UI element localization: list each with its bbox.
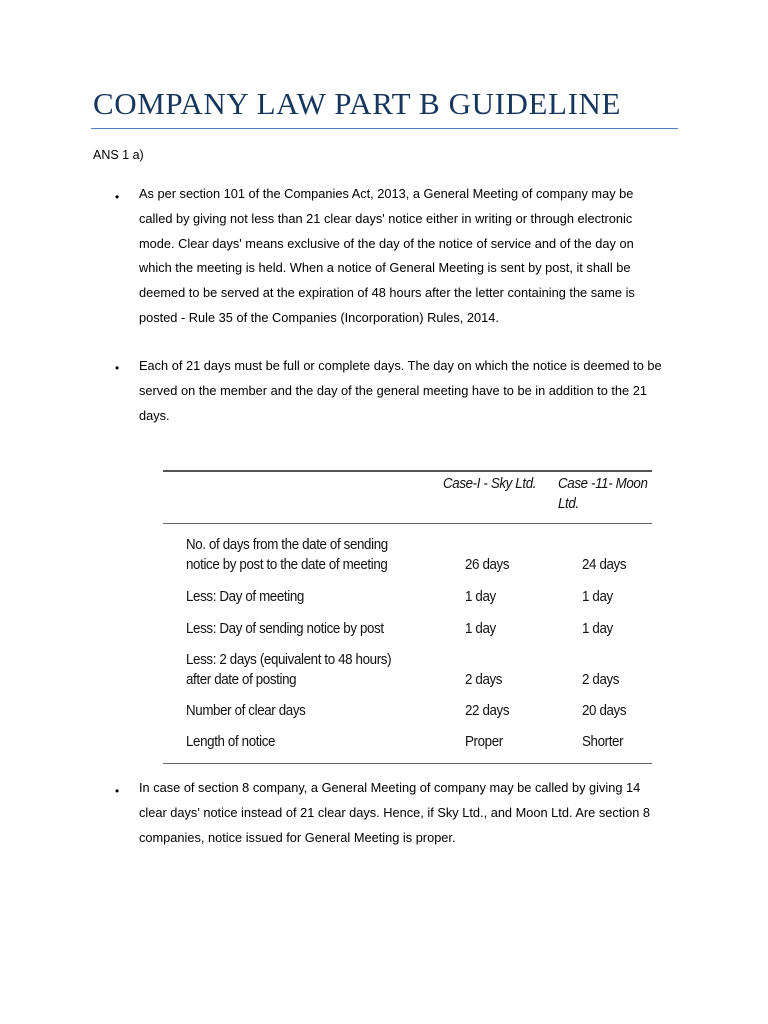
- table-row-label: Less: 2 days (equivalent to 48 hours): [186, 652, 392, 668]
- paragraph-line: called by giving not less than 21 clear days' notice either in writing or through electronic: [139, 210, 633, 226]
- table-top-rule: [163, 470, 652, 472]
- notice-days-table: [163, 470, 652, 765]
- paragraph-line: served on the member and the day of the general meeting have to be in addition to the 21: [139, 382, 647, 398]
- table-row-label: notice by post to the date of meeting: [186, 557, 388, 573]
- bullet-marker: •: [115, 190, 120, 204]
- table-cell-moon: 1 day: [582, 621, 613, 637]
- table-row-label: Less: Day of sending notice by post: [186, 621, 384, 637]
- table-row-label: after date of posting: [186, 672, 297, 688]
- table-cell-moon: 20 days: [582, 703, 627, 719]
- table-cell-sky: 1 day: [465, 621, 496, 637]
- table-cell-sky: Proper: [465, 734, 503, 750]
- paragraph-line: clear days' notice instead of 21 clear days. Hence, if Sky Ltd., and Moon Ltd. Are section 8: [139, 804, 651, 820]
- bullet-paragraph-2: [139, 354, 679, 428]
- table-header-moon-line2: Ltd.: [558, 496, 579, 512]
- paragraph-line: As per section 101 of the Companies Act, 2013, a General Meeting of company may be: [139, 186, 634, 201]
- table-cell-sky: 1 day: [465, 589, 496, 605]
- table-cell-sky: 2 days: [465, 672, 503, 688]
- table-header-sky: Case-I - Sky Ltd.: [443, 476, 537, 492]
- table-row-label: Number of clear days: [186, 703, 306, 719]
- table-cell-moon: 1 day: [582, 589, 613, 605]
- paragraph-line: deemed to be served at the expiration of 48 hours after the letter containing the same is: [139, 285, 635, 301]
- paragraph-line: In case of section 8 company, a General Meeting of company may be called by giving 14: [139, 780, 641, 795]
- bullet-marker: •: [115, 361, 120, 375]
- table-cell-moon: 2 days: [582, 672, 620, 688]
- paragraph-line: posted - Rule 35 of the Companies (Incorporation) Rules, 2014.: [139, 309, 499, 325]
- paragraph-line: days.: [139, 407, 170, 423]
- table-row-label: Less: Day of meeting: [186, 589, 304, 605]
- bullet-marker: •: [115, 784, 120, 798]
- table-cell-sky: 26 days: [465, 557, 510, 573]
- paragraph-line: mode. Clear days' means exclusive of the day of the notice of service and of the day on: [139, 235, 634, 251]
- table-cell-sky: 22 days: [465, 703, 510, 719]
- table-bottom-rule: [163, 763, 652, 764]
- table-cell-moon: 24 days: [582, 557, 627, 573]
- answer-label: ANS 1 a): [93, 148, 144, 162]
- table-header-rule: [163, 523, 652, 524]
- table-header-moon-line1: Case -11- Moon: [558, 476, 648, 492]
- table-row-label: Length of notice: [186, 734, 276, 750]
- table-row-label: No. of days from the date of sending: [186, 537, 388, 553]
- paragraph-line: Each of 21 days must be full or complete days. The day on which the notice is deemed to be: [139, 358, 662, 373]
- document-title: COMPANY LAW PART B GUIDELINE: [93, 86, 622, 121]
- paragraph-line: which the meeting is held. When a notice of General Meeting is sent by post, it shall be: [139, 260, 631, 276]
- title-underline: [91, 128, 678, 129]
- bullet-paragraph-3: [139, 776, 679, 850]
- paragraph-line: companies, notice issued for General Meeting is proper.: [139, 829, 456, 845]
- table-cell-moon: Shorter: [582, 734, 624, 750]
- bullet-paragraph-1: [139, 182, 679, 331]
